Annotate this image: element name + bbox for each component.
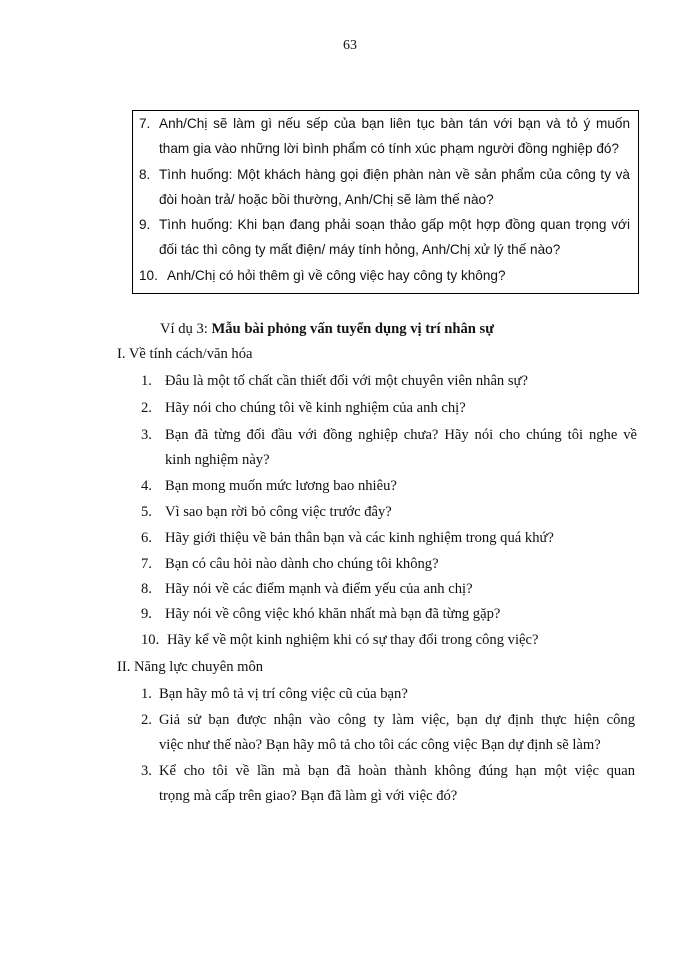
question-item: [141, 478, 581, 498]
question-item: [141, 686, 581, 706]
question-text: Hãy nói cho chúng tôi về kinh nghiệm của anh chị?: [165, 400, 466, 416]
item-text-line: Anh/Chị sẽ làm gì nếu sếp của bạn liên tục bàn tán với bạn và tỏ ý muốn: [159, 116, 630, 131]
item-number: 10.: [139, 268, 158, 283]
question-number: 10.: [141, 632, 160, 648]
question-text: Bạn mong muốn mức lương bao nhiêu?: [165, 478, 397, 494]
question-number: 1.: [141, 373, 152, 389]
list-item: [139, 116, 630, 164]
question-number: 5.: [141, 504, 152, 520]
question-item: [141, 581, 581, 601]
item-number: 7.: [139, 116, 151, 131]
question-text: kinh nghiệm này?: [165, 452, 270, 468]
question-number: 6.: [141, 530, 152, 546]
question-text: trọng mà cấp trên giao? Bạn đã làm gì với việc đó?: [159, 788, 458, 804]
question-text: Hãy giới thiệu về bản thân bạn và các kinh nghiệm trong quá khứ?: [165, 530, 554, 546]
item-text-line: đối tác thì công ty mất điện/ máy tính hỏng, Anh/Chị xử lý thế nào?: [159, 242, 561, 257]
question-number: 3.: [141, 763, 152, 779]
question-text: việc như thế nào? Bạn hãy mô tả cho tôi các công việc Bạn dự định sẽ làm?: [159, 737, 601, 753]
item-text-line: Anh/Chị có hỏi thêm gì về công việc hay công ty không?: [167, 268, 506, 283]
question-item: [141, 763, 637, 809]
question-text: Bạn có câu hỏi nào dành cho chúng tôi không?: [165, 556, 439, 572]
question-item: [141, 373, 581, 393]
question-item: [141, 712, 637, 758]
question-item: [141, 556, 581, 576]
question-text: Hãy nói về công việc khó khăn nhất mà bạn đã từng gặp?: [165, 606, 501, 622]
question-text: Đâu là một tố chất cần thiết đối với một chuyên viên nhân sự?: [165, 373, 528, 389]
item-text-line: Tình huống: Một khách hàng gọi điện phàn nàn về sản phẩm của công ty và: [159, 167, 630, 182]
question-number: 2.: [141, 400, 152, 416]
section-heading: II. Năng lực chuyên môn: [117, 659, 264, 675]
question-text: Vì sao bạn rời bỏ công việc trước đây?: [165, 504, 392, 520]
question-item: [141, 530, 581, 550]
example-prefix: Ví dụ 3:: [160, 321, 212, 337]
question-text: Hãy nói về các điểm mạnh và điểm yếu của anh chị?: [165, 581, 473, 597]
interview-questions-box: [132, 110, 639, 294]
question-text: Bạn đã từng đối đầu với đồng nghiệp chưa? Hãy nói cho chúng tôi nghe về: [165, 427, 637, 443]
list-item: [139, 167, 630, 215]
question-text: Bạn hãy mô tả vị trí công việc cũ của bạn?: [159, 686, 408, 702]
question-number: 1.: [141, 686, 152, 702]
section-heading: I. Về tính cách/văn hóa: [117, 346, 253, 362]
item-number: 8.: [139, 167, 151, 182]
question-item: [141, 400, 581, 420]
question-item: [141, 632, 611, 652]
question-number: 3.: [141, 427, 152, 443]
list-item: [139, 268, 630, 292]
question-item: [141, 427, 637, 473]
item-text-line: tham gia vào những lời bình phẩm có tính xúc phạm người đồng nghiệp đó?: [159, 141, 619, 156]
question-item: [141, 504, 581, 524]
item-text-line: Tình huống: Khi bạn đang phải soạn thảo gấp một hợp đồng quan trọng với: [159, 217, 630, 232]
question-number: 4.: [141, 478, 152, 494]
page-number: 63: [343, 38, 357, 53]
question-item: [141, 606, 581, 626]
item-number: 9.: [139, 217, 151, 232]
example-heading: [160, 321, 494, 338]
question-number: 8.: [141, 581, 152, 597]
item-text-line: đòi hoàn trả/ hoặc bồi thường, Anh/Chị sẽ làm thế nào?: [159, 192, 494, 207]
question-number: 9.: [141, 606, 152, 622]
list-item: [139, 217, 630, 265]
question-text: Kể cho tôi về lần mà bạn đã hoàn thành không đúng hạn một việc quan: [159, 763, 635, 779]
example-title: Mẫu bài phỏng vấn tuyển dụng vị trí nhân sự: [211, 321, 494, 337]
question-number: 7.: [141, 556, 152, 572]
question-text: Hãy kể về một kinh nghiệm khi có sự thay đổi trong công việc?: [167, 632, 539, 648]
question-number: 2.: [141, 712, 152, 728]
question-text: Giả sử bạn được nhận vào công ty làm việc, bạn dự định thực hiện công: [159, 712, 635, 728]
